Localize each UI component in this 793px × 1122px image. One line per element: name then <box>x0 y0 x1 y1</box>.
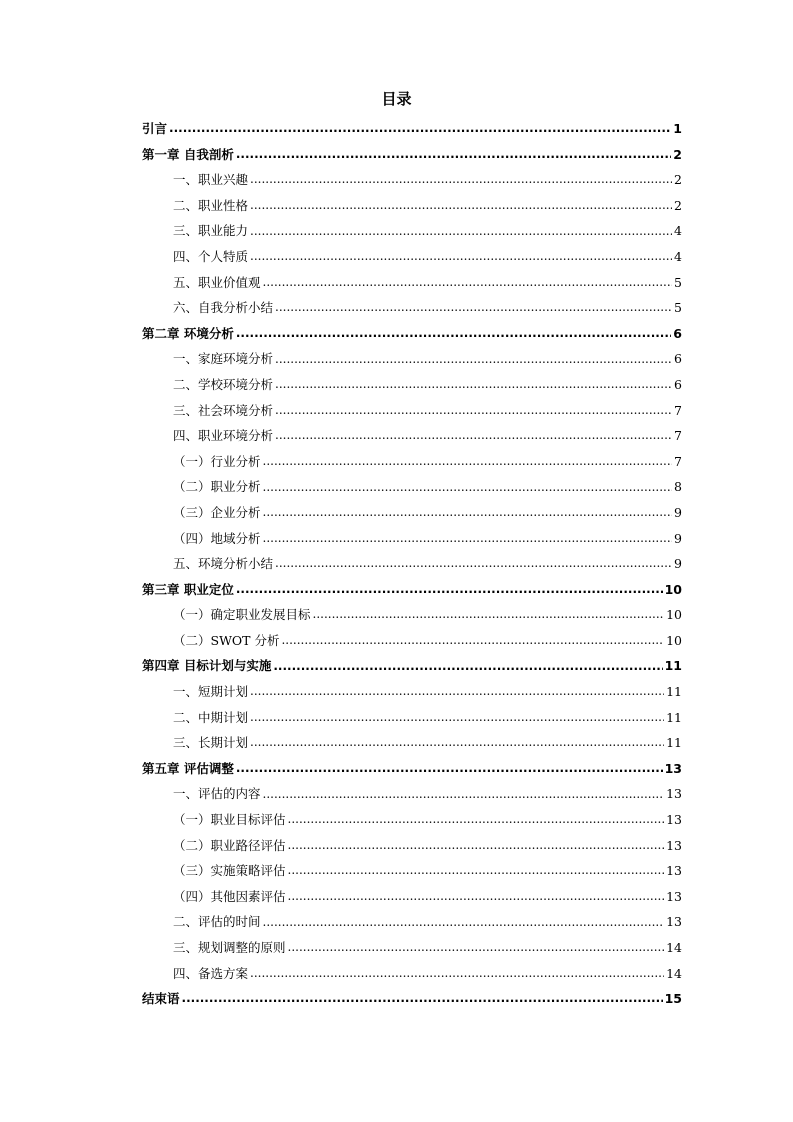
toc-page-number: 8 <box>674 479 682 495</box>
toc-dot-leader <box>275 403 672 417</box>
toc-section-entry[interactable] <box>142 270 682 296</box>
toc-page-number: 9 <box>674 504 682 520</box>
toc-dot-leader <box>275 429 672 443</box>
toc-dot-leader <box>288 890 665 904</box>
toc-section-entry[interactable] <box>142 398 682 424</box>
toc-chapter-entry[interactable] <box>142 321 682 347</box>
toc-chapter-entry[interactable] <box>142 653 682 679</box>
toc-entry-label: （三）企业分析 <box>173 504 261 520</box>
toc-section-entry[interactable] <box>142 833 682 859</box>
toc-dot-leader <box>263 455 673 469</box>
toc-entry-label: 三、规划调整的原则 <box>173 940 286 955</box>
toc-dot-leader <box>263 275 673 289</box>
toc-section-entry[interactable] <box>142 679 682 705</box>
toc-section-entry[interactable] <box>142 961 682 987</box>
toc-dot-leader <box>288 838 665 852</box>
toc-section-entry[interactable] <box>142 193 682 219</box>
toc-entry-label: 第五章 评估调整 <box>142 760 234 776</box>
toc-page-number: 4 <box>674 223 682 239</box>
toc-dot-leader <box>236 147 671 161</box>
toc-page-number: 13 <box>666 837 682 853</box>
toc-page-number: 11 <box>666 735 682 751</box>
toc-page-number: 10 <box>666 607 682 623</box>
toc-entry-label: 二、中期计划 <box>173 709 249 725</box>
toc-page-number: 13 <box>666 863 682 879</box>
toc-page-number: 7 <box>674 453 682 469</box>
toc-section-entry[interactable] <box>142 858 682 884</box>
toc-entry-label: 三、长期计划 <box>173 735 249 751</box>
toc-page-number: 2 <box>674 197 682 213</box>
toc-chapter-entry[interactable] <box>142 986 682 1012</box>
toc-entry-label: 第一章 自我剖析 <box>142 146 234 162</box>
toc-page-number: 10 <box>664 581 682 597</box>
toc-dot-leader <box>263 915 665 929</box>
toc-section-entry[interactable] <box>142 807 682 833</box>
toc-section-entry[interactable] <box>142 884 682 910</box>
toc-section-entry[interactable] <box>142 500 682 526</box>
toc-section-entry[interactable] <box>142 449 682 475</box>
toc-entry-label: （三）实施策略评估 <box>173 863 286 879</box>
toc-entry-label: 一、家庭环境分析 <box>173 351 274 367</box>
toc-dot-leader <box>250 250 672 264</box>
toc-section-entry[interactable] <box>142 628 682 654</box>
toc-section-entry[interactable] <box>142 705 682 731</box>
toc-dot-leader <box>275 352 672 366</box>
toc-page-number: 10 <box>666 632 682 648</box>
toc-dot-leader <box>250 199 672 213</box>
toc-page-number: 14 <box>666 940 682 955</box>
toc-page-number: 2 <box>674 172 682 188</box>
toc-page-number: 13 <box>666 914 682 930</box>
toc-section-entry[interactable] <box>142 602 682 628</box>
toc-entry-label: （一）确定职业发展目标 <box>173 607 311 623</box>
toc-entry-label: 第二章 环境分析 <box>142 325 234 341</box>
toc-dot-leader <box>263 506 673 520</box>
toc-page-number: 6 <box>674 351 682 367</box>
toc-section-entry[interactable] <box>142 244 682 270</box>
toc-entry-label: 二、职业性格 <box>173 197 249 213</box>
toc-section-entry[interactable] <box>142 526 682 552</box>
toc-entry-label: 六、自我分析小结 <box>173 300 274 316</box>
toc-dot-leader <box>250 710 664 724</box>
toc-entry-label: 引言 <box>142 121 168 136</box>
toc-dot-leader <box>250 173 672 187</box>
toc-page-number: 5 <box>674 274 682 290</box>
toc-section-entry[interactable] <box>142 346 682 372</box>
toc-entry-label: 五、职业价值观 <box>173 274 261 290</box>
toc-page-number: 7 <box>674 428 682 444</box>
toc-section-entry[interactable] <box>142 781 682 807</box>
toc-dot-leader <box>250 736 664 750</box>
toc-dot-leader <box>313 608 665 622</box>
toc-page-number: 13 <box>664 760 682 776</box>
toc-entry-label: 五、环境分析小结 <box>173 556 274 572</box>
toc-entry-label: 结束语 <box>142 991 180 1007</box>
toc-page-number: 15 <box>664 991 682 1007</box>
toc-entry-label: （四）地域分析 <box>173 530 261 546</box>
toc-section-entry[interactable] <box>142 295 682 321</box>
toc-entry-label: 三、社会环境分析 <box>173 402 274 418</box>
toc-dot-leader <box>275 557 672 571</box>
toc-section-entry[interactable] <box>142 935 682 961</box>
toc-entry-label: 一、职业兴趣 <box>173 172 249 188</box>
toc-entry-label: 二、评估的时间 <box>173 914 261 930</box>
toc-dot-leader <box>288 864 665 878</box>
toc-page-number: 11 <box>666 709 682 725</box>
toc-page-number: 4 <box>674 248 682 264</box>
toc-page-number: 13 <box>666 888 682 904</box>
toc-dot-leader <box>263 787 665 801</box>
toc-page-number: 1 <box>673 121 682 136</box>
toc-entry-label: 四、个人特质 <box>173 248 249 264</box>
toc-section-entry[interactable] <box>142 730 682 756</box>
toc-page-number: 7 <box>674 402 682 418</box>
toc-dot-leader <box>250 685 664 699</box>
toc-section-entry[interactable] <box>142 167 682 193</box>
toc-dot-leader <box>169 122 671 136</box>
toc-entry-label: 三、职业能力 <box>173 223 249 239</box>
toc-page-number: 2 <box>673 146 682 162</box>
table-of-contents <box>142 116 682 1012</box>
toc-entry-label: 第四章 目标计划与实施 <box>142 658 272 674</box>
toc-entry-label: （四）其他因素评估 <box>173 888 286 904</box>
toc-entry-label: （一）职业目标评估 <box>173 812 286 828</box>
toc-dot-leader <box>236 762 663 776</box>
toc-page-number: 5 <box>674 300 682 316</box>
toc-dot-leader <box>288 941 665 955</box>
toc-dot-leader <box>275 301 672 315</box>
toc-chapter-entry[interactable] <box>142 577 682 603</box>
toc-entry-label: 四、职业环境分析 <box>173 428 274 444</box>
toc-entry-label: （二）职业分析 <box>173 479 261 495</box>
toc-title: 目录 <box>381 90 412 108</box>
toc-section-entry[interactable] <box>142 551 682 577</box>
toc-entry-label: （一）行业分析 <box>173 453 261 469</box>
toc-section-entry[interactable] <box>142 474 682 500</box>
toc-page-number: 9 <box>674 530 682 546</box>
toc-page-number: 13 <box>666 812 682 828</box>
toc-dot-leader <box>250 224 672 238</box>
toc-chapter-entry[interactable] <box>142 116 682 142</box>
toc-entry-label: （二）职业路径评估 <box>173 837 286 853</box>
toc-page-number: 14 <box>666 965 682 981</box>
toc-chapter-entry[interactable] <box>142 756 682 782</box>
toc-page-number: 11 <box>666 684 682 700</box>
toc-dot-leader <box>263 531 673 545</box>
toc-section-entry[interactable] <box>142 218 682 244</box>
toc-dot-leader <box>281 634 664 648</box>
toc-entry-label: 第三章 职业定位 <box>142 581 234 597</box>
toc-chapter-entry[interactable] <box>142 142 682 168</box>
toc-entry-label: 二、学校环境分析 <box>173 376 274 392</box>
toc-dot-leader <box>263 480 673 494</box>
toc-page-number: 6 <box>673 325 682 341</box>
toc-page-number: 13 <box>666 786 682 802</box>
toc-dot-leader <box>236 582 663 596</box>
toc-dot-leader <box>236 327 671 341</box>
toc-page-number: 9 <box>674 556 682 572</box>
toc-entry-label: （二）SWOT 分析 <box>173 632 280 648</box>
toc-entry-label: 四、备选方案 <box>173 965 249 981</box>
toc-section-entry[interactable] <box>142 909 682 935</box>
toc-dot-leader <box>273 659 662 673</box>
toc-dot-leader <box>182 992 663 1006</box>
toc-section-entry[interactable] <box>142 372 682 398</box>
toc-dot-leader <box>250 966 664 980</box>
toc-page-number: 11 <box>664 658 682 674</box>
toc-dot-leader <box>288 813 665 827</box>
toc-entry-label: 一、短期计划 <box>173 684 249 700</box>
toc-dot-leader <box>275 378 672 392</box>
toc-section-entry[interactable] <box>142 423 682 449</box>
toc-page-number: 6 <box>674 376 682 392</box>
toc-entry-label: 一、评估的内容 <box>173 786 261 802</box>
